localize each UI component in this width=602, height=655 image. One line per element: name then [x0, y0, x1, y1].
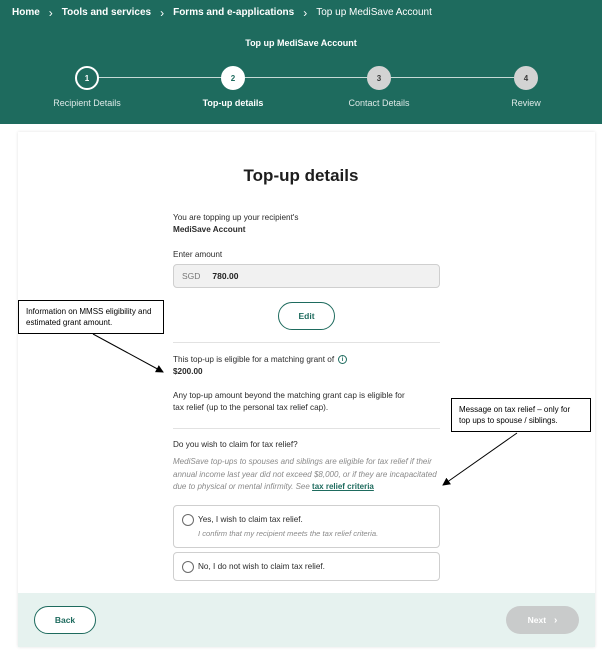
step-topup-details[interactable]	[173, 66, 293, 108]
divider	[173, 342, 440, 343]
divider	[173, 428, 440, 429]
step-contact-details[interactable]	[319, 66, 439, 108]
grant-text-row	[173, 355, 347, 364]
breadcrumb-current: Top up MediSave Account	[316, 7, 432, 18]
chevron-right-icon: ›	[303, 5, 308, 20]
info-icon[interactable]: i	[338, 355, 347, 364]
step-number: 1	[75, 66, 99, 90]
step-review[interactable]	[466, 66, 586, 108]
amount-label: Enter amount	[173, 250, 223, 259]
tax-note-line1: Any top-up amount beyond the matching grant cap is eligible for	[173, 391, 405, 400]
radio-label: No, I do not wish to claim tax relief.	[198, 562, 325, 571]
edit-button[interactable]: Edit	[278, 302, 335, 330]
radio-button[interactable]	[182, 514, 194, 526]
breadcrumb-tools[interactable]: Tools and services	[61, 7, 152, 18]
callout-tax-relief: Message on tax relief – only for top ups to spouse / siblings.	[451, 398, 591, 432]
step-label: Contact Details	[348, 98, 410, 108]
breadcrumb-home[interactable]: Home	[12, 7, 40, 18]
amount-value: 780.00	[212, 271, 239, 281]
intro-text: You are topping up your recipient's	[173, 213, 299, 222]
radio-option-yes[interactable]	[173, 505, 440, 548]
page-title: Top-up details	[243, 166, 359, 185]
callout-mmss: Information on MMSS eligibility and estimated grant amount.	[18, 300, 164, 334]
account-name: MediSave Account	[173, 225, 246, 234]
step-number: 4	[514, 66, 538, 90]
amount-input[interactable]	[173, 264, 440, 288]
radio-sublabel: I confirm that my recipient meets the tax relief criteria.	[198, 529, 379, 538]
page-heading: Top up MediSave Account	[245, 38, 357, 48]
tax-question: Do you wish to claim for tax relief?	[173, 440, 298, 449]
grant-text: This top-up is eligible for a matching grant of	[173, 355, 335, 364]
chevron-right-icon: ›	[48, 5, 53, 20]
radio-label: Yes, I wish to claim tax relief.	[198, 515, 303, 524]
step-number: 3	[367, 66, 391, 90]
step-label: Review	[511, 98, 541, 108]
step-label: Recipient Details	[53, 98, 121, 108]
stepper-line	[98, 77, 514, 78]
currency-label: SGD	[182, 271, 201, 281]
step-label: Top-up details	[202, 98, 264, 108]
breadcrumb	[12, 7, 432, 18]
tax-help: MediSave top-ups to spouses and siblings are eligible for tax relief if their annual income last year did not exceed $8,000, or if they are incapacitated due to physical or mental infirmity. See	[173, 457, 437, 491]
radio-option-no[interactable]	[173, 552, 440, 581]
tax-relief-criteria-link[interactable]: tax relief criteria	[312, 482, 374, 491]
step-recipient-details[interactable]	[27, 66, 147, 108]
back-button[interactable]: Back	[34, 606, 96, 634]
breadcrumb-forms[interactable]: Forms and e-applications	[173, 7, 295, 18]
next-label: Next	[527, 615, 547, 625]
radio-button[interactable]	[182, 561, 194, 573]
tax-help-text	[173, 456, 443, 494]
chevron-right-icon: ›	[160, 5, 165, 20]
page-header	[0, 0, 602, 124]
step-number: 2	[221, 66, 245, 90]
chevron-right-icon: ›	[554, 614, 558, 626]
tax-note-line2: tax relief (up to the personal tax relief cap).	[173, 403, 329, 412]
next-button[interactable]	[506, 606, 579, 634]
grant-amount: $200.00	[173, 367, 203, 376]
